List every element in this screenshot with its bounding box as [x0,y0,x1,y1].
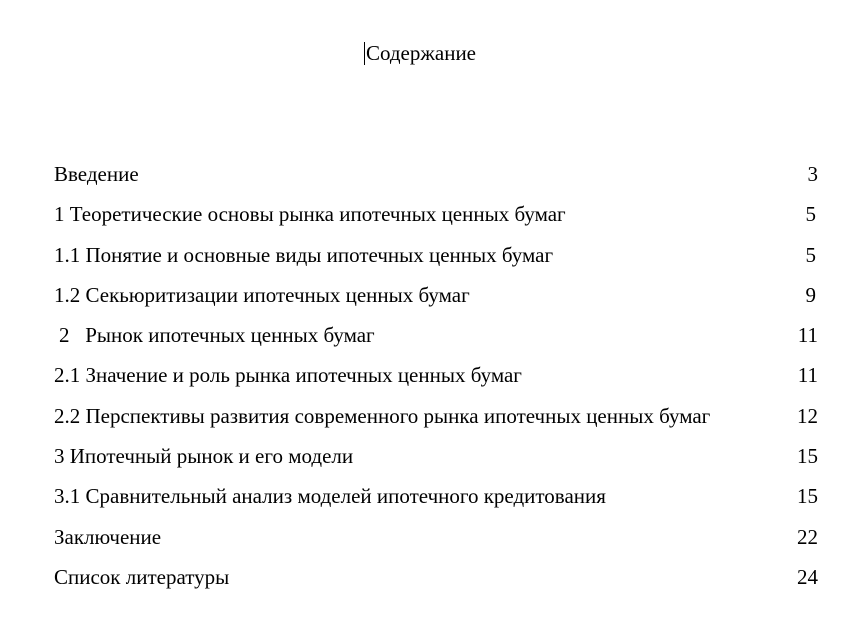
toc-entry-label: Список литературы [54,564,230,589]
text-cursor [364,42,365,65]
document-title[interactable] [366,40,476,66]
toc-entry-section-1-1[interactable] [54,241,818,281]
toc-entry-label: 2 Рынок ипотечных ценных бумаг [59,323,375,348]
toc-entry-page: 12 [797,403,818,428]
toc-entry-page: 15 [797,444,818,469]
toc-entry-label: 1.2 Секьюритизации ипотечных ценных бумаг [54,282,470,307]
toc-entry-label: 2.1 Значение и роль рынка ипотечных ценных бумаг [54,363,522,388]
toc-entry-label: 2.2 Перспективы развития современного рынка ипотечных ценных бумаг [54,403,711,428]
toc-entry-references[interactable] [54,563,818,603]
toc-entry-introduction[interactable] [54,160,818,200]
toc-entry-page: 24 [797,564,818,589]
toc-entry-chapter-3[interactable] [54,442,818,482]
toc-entry-label: 3 Ипотечный рынок и его модели [54,444,354,469]
table-of-contents [54,160,818,603]
toc-entry-page: 11 [797,363,818,388]
toc-entry-page: 5 [805,242,816,267]
toc-entry-page: 9 [805,282,816,307]
toc-entry-chapter-1[interactable] [54,200,818,240]
toc-entry-label: Введение [54,162,139,186]
toc-entry-label: 3.1 Сравнительный анализ моделей ипотечного кредитования [54,484,606,509]
toc-entry-section-2-2[interactable] [54,402,818,442]
toc-entry-section-1-2[interactable] [54,281,818,321]
toc-entry-label: Заключение [54,524,162,549]
toc-entry-page: 11 [797,323,818,348]
toc-entry-section-2-1[interactable] [54,361,818,401]
toc-entry-page: 3 [807,162,818,186]
title-block [0,40,842,66]
toc-entry-conclusion[interactable] [54,523,818,563]
toc-entry-page: 15 [797,484,818,509]
toc-entry-page: 5 [805,202,816,227]
document-title-text: Содержание [365,41,477,65]
toc-entry-page: 22 [797,524,818,549]
toc-entry-section-3-1[interactable] [54,482,818,522]
toc-entry-label: 1 Теоретические основы рынка ипотечных ценных бумаг [54,202,566,227]
toc-entry-label: 1.1 Понятие и основные виды ипотечных ценных бумаг [54,242,554,267]
toc-entry-chapter-2[interactable] [54,321,818,361]
